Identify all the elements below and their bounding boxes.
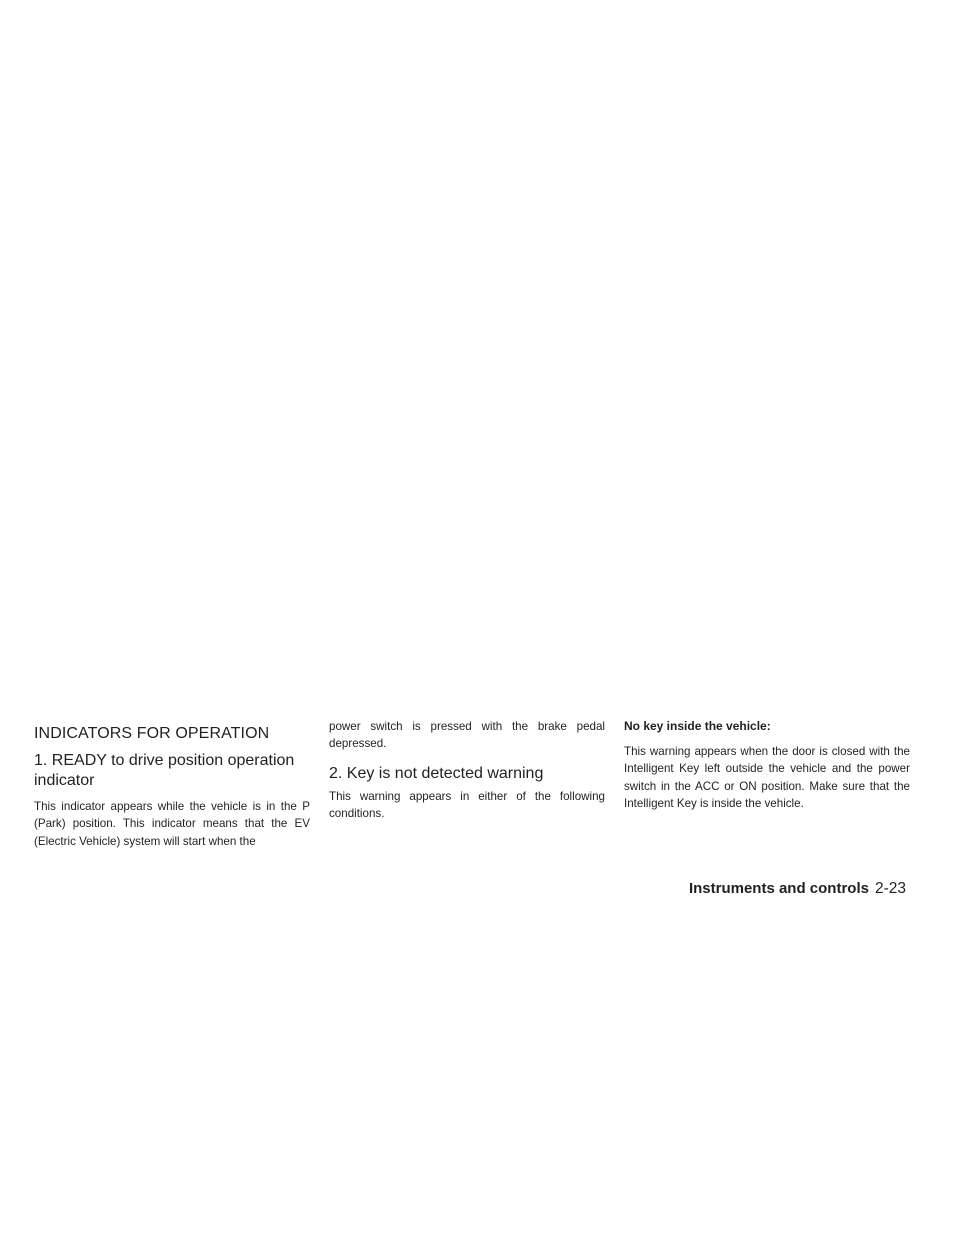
no-key-heading: No key inside the vehicle: [624, 719, 771, 733]
footer-section-name: Instruments and controls [688, 880, 869, 897]
subheading-ready-indicator: 1. READY to drive position operation indicator [34, 752, 295, 789]
paragraph-ready-indicator-continued: power switch is pressed with the brake pedal depressed. [329, 720, 605, 751]
paragraph-key-not-detected: This warning appears in either of the following conditions. [329, 790, 605, 821]
section-title: INDICATORS FOR OPERATION [34, 725, 270, 742]
page-footer [689, 880, 906, 898]
paragraph-ready-indicator: This indicator appears while the vehicle is in the P (Park) position. This indicator means that the EV (Electric Vehicle) system will start when the [34, 800, 310, 848]
subheading-key-not-detected: 2. Key is not detected warning [329, 765, 544, 782]
page-number: 2-23 [874, 880, 906, 897]
paragraph-no-key: This warning appears when the door is closed with the Intelligent Key left outside the vehicle and the power switch in the ACC or ON position. Make sure that the Intelligent Key is inside the vehicle. [624, 745, 910, 810]
